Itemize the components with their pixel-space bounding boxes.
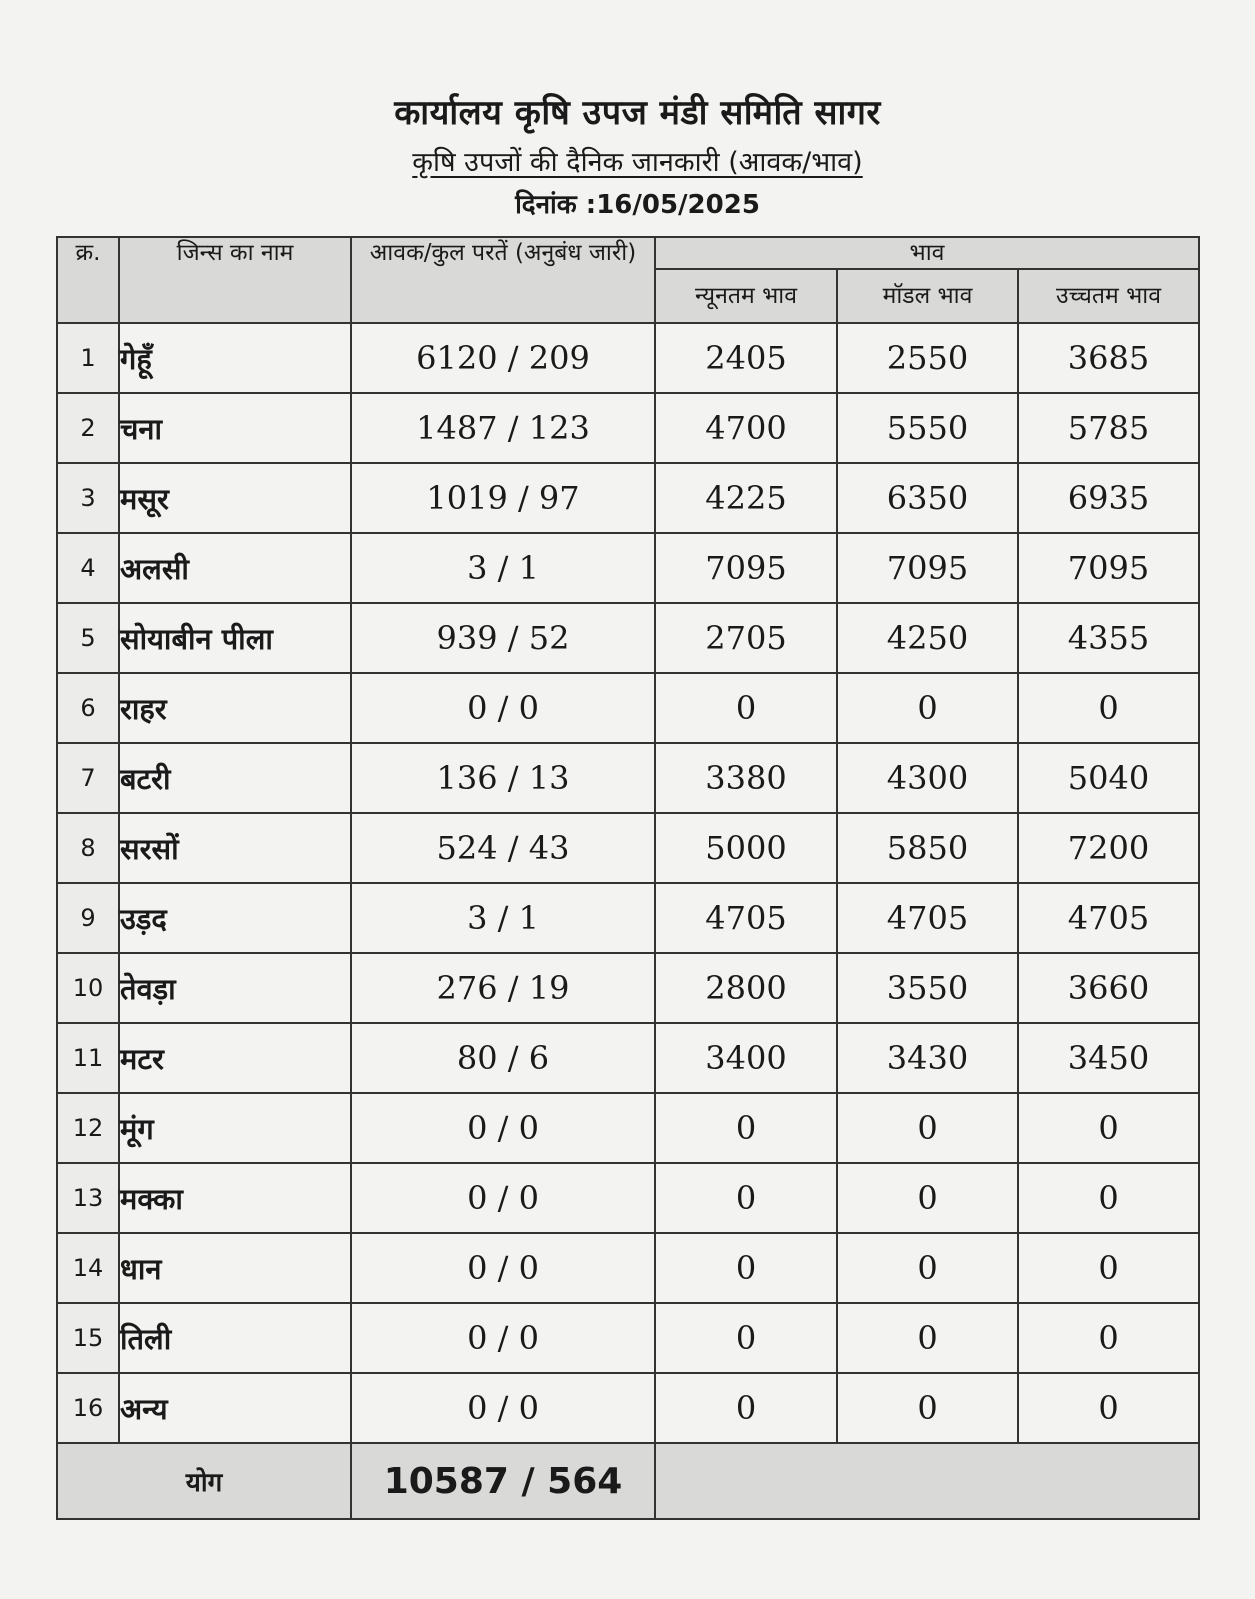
max-price-cell: 6935 <box>1018 463 1199 533</box>
table-row <box>57 813 1199 883</box>
table-row <box>57 1373 1199 1443</box>
modal-price-cell: 3430 <box>837 1023 1018 1093</box>
commodity-name-cell: अन्य <box>119 1373 351 1443</box>
min-price-cell: 2405 <box>655 323 837 393</box>
max-price-cell: 0 <box>1018 1233 1199 1303</box>
commodity-name-cell: सोयाबीन पीला <box>119 603 351 673</box>
max-price-cell: 0 <box>1018 673 1199 743</box>
header-price-group: भाव <box>655 237 1199 269</box>
serial-cell: 16 <box>57 1373 119 1443</box>
max-price-cell: 5785 <box>1018 393 1199 463</box>
max-price-cell: 0 <box>1018 1163 1199 1233</box>
serial-cell: 6 <box>57 673 119 743</box>
total-arrival: 10587 / 564 <box>351 1443 655 1519</box>
header-serial: क्र. <box>57 237 119 323</box>
serial-cell: 10 <box>57 953 119 1023</box>
max-price-cell: 0 <box>1018 1303 1199 1373</box>
table-row <box>57 393 1199 463</box>
serial-cell: 14 <box>57 1233 119 1303</box>
max-price-cell: 3450 <box>1018 1023 1199 1093</box>
report-subtitle: कृषि उपजों की दैनिक जानकारी (आवक/भाव) <box>412 147 863 178</box>
header-commodity-name: जिन्स का नाम <box>119 237 351 323</box>
arrival-cell: 0 / 0 <box>351 673 655 743</box>
min-price-cell: 0 <box>655 1163 837 1233</box>
serial-cell: 9 <box>57 883 119 953</box>
serial-cell: 4 <box>57 533 119 603</box>
min-price-cell: 2705 <box>655 603 837 673</box>
modal-price-cell: 0 <box>837 1233 1018 1303</box>
min-price-cell: 0 <box>655 1373 837 1443</box>
arrival-cell: 0 / 0 <box>351 1373 655 1443</box>
arrival-cell: 0 / 0 <box>351 1163 655 1233</box>
min-price-cell: 7095 <box>655 533 837 603</box>
arrival-cell: 524 / 43 <box>351 813 655 883</box>
min-price-cell: 0 <box>655 1093 837 1163</box>
serial-cell: 5 <box>57 603 119 673</box>
serial-cell: 8 <box>57 813 119 883</box>
commodity-name-cell: तेवड़ा <box>119 953 351 1023</box>
header-min-price: न्यूनतम भाव <box>655 269 837 323</box>
min-price-cell: 5000 <box>655 813 837 883</box>
arrival-cell: 0 / 0 <box>351 1093 655 1163</box>
modal-price-cell: 0 <box>837 1303 1018 1373</box>
arrival-cell: 3 / 1 <box>351 533 655 603</box>
max-price-cell: 0 <box>1018 1373 1199 1443</box>
table-row <box>57 1093 1199 1163</box>
total-label: योग <box>57 1443 351 1519</box>
modal-price-cell: 0 <box>837 1093 1018 1163</box>
arrival-cell: 80 / 6 <box>351 1023 655 1093</box>
commodity-name-cell: राहर <box>119 673 351 743</box>
serial-cell: 13 <box>57 1163 119 1233</box>
serial-cell: 3 <box>57 463 119 533</box>
min-price-cell: 4225 <box>655 463 837 533</box>
report-date: दिनांक :16/05/2025 <box>515 190 760 220</box>
serial-cell: 2 <box>57 393 119 463</box>
commodity-name-cell: मूंग <box>119 1093 351 1163</box>
serial-cell: 7 <box>57 743 119 813</box>
table-row <box>57 463 1199 533</box>
table-row <box>57 1303 1199 1373</box>
max-price-cell: 4705 <box>1018 883 1199 953</box>
arrival-cell: 3 / 1 <box>351 883 655 953</box>
min-price-cell: 3380 <box>655 743 837 813</box>
min-price-cell: 3400 <box>655 1023 837 1093</box>
table-row <box>57 1163 1199 1233</box>
modal-price-cell: 6350 <box>837 463 1018 533</box>
serial-cell: 1 <box>57 323 119 393</box>
header-arrival: आवक/कुल परतें (अनुबंध जारी) <box>351 237 655 323</box>
max-price-cell: 3685 <box>1018 323 1199 393</box>
table-row <box>57 1023 1199 1093</box>
table-body <box>57 323 1199 1443</box>
arrival-cell: 1019 / 97 <box>351 463 655 533</box>
commodity-name-cell: मटर <box>119 1023 351 1093</box>
commodity-name-cell: गेहूँ <box>119 323 351 393</box>
arrival-cell: 136 / 13 <box>351 743 655 813</box>
modal-price-cell: 0 <box>837 1373 1018 1443</box>
total-price-blank <box>655 1443 1199 1519</box>
total-row <box>57 1443 1199 1519</box>
modal-price-cell: 0 <box>837 673 1018 743</box>
header-max-price: उच्चतम भाव <box>1018 269 1199 323</box>
arrival-cell: 0 / 0 <box>351 1303 655 1373</box>
arrival-cell: 1487 / 123 <box>351 393 655 463</box>
commodity-name-cell: बटरी <box>119 743 351 813</box>
modal-price-cell: 3550 <box>837 953 1018 1023</box>
arrival-cell: 939 / 52 <box>351 603 655 673</box>
commodity-name-cell: चना <box>119 393 351 463</box>
max-price-cell: 7200 <box>1018 813 1199 883</box>
table-row <box>57 743 1199 813</box>
min-price-cell: 4705 <box>655 883 837 953</box>
office-title: कार्यालय कृषि उपज मंडी समिति सागर <box>394 93 881 133</box>
commodity-rates-table <box>56 236 1200 1520</box>
modal-price-cell: 0 <box>837 1163 1018 1233</box>
max-price-cell: 0 <box>1018 1093 1199 1163</box>
modal-price-cell: 4705 <box>837 883 1018 953</box>
arrival-cell: 0 / 0 <box>351 1233 655 1303</box>
table-row <box>57 603 1199 673</box>
min-price-cell: 2800 <box>655 953 837 1023</box>
commodity-name-cell: उड़द <box>119 883 351 953</box>
commodity-name-cell: सरसों <box>119 813 351 883</box>
modal-price-cell: 2550 <box>837 323 1018 393</box>
min-price-cell: 0 <box>655 1303 837 1373</box>
max-price-cell: 7095 <box>1018 533 1199 603</box>
serial-cell: 15 <box>57 1303 119 1373</box>
commodity-name-cell: मक्का <box>119 1163 351 1233</box>
commodity-name-cell: तिली <box>119 1303 351 1373</box>
min-price-cell: 0 <box>655 673 837 743</box>
table-row <box>57 883 1199 953</box>
modal-price-cell: 7095 <box>837 533 1018 603</box>
arrival-cell: 276 / 19 <box>351 953 655 1023</box>
max-price-cell: 5040 <box>1018 743 1199 813</box>
modal-price-cell: 5850 <box>837 813 1018 883</box>
serial-cell: 12 <box>57 1093 119 1163</box>
table-row <box>57 673 1199 743</box>
min-price-cell: 0 <box>655 1233 837 1303</box>
table-header-row <box>57 237 1199 269</box>
max-price-cell: 4355 <box>1018 603 1199 673</box>
min-price-cell: 4700 <box>655 393 837 463</box>
serial-cell: 11 <box>57 1023 119 1093</box>
arrival-cell: 6120 / 209 <box>351 323 655 393</box>
table-row <box>57 323 1199 393</box>
table-row <box>57 533 1199 603</box>
document-header <box>0 88 1255 221</box>
modal-price-cell: 5550 <box>837 393 1018 463</box>
max-price-cell: 3660 <box>1018 953 1199 1023</box>
table-row <box>57 1233 1199 1303</box>
commodity-name-cell: अलसी <box>119 533 351 603</box>
modal-price-cell: 4250 <box>837 603 1018 673</box>
commodity-name-cell: धान <box>119 1233 351 1303</box>
commodity-name-cell: मसूर <box>119 463 351 533</box>
header-modal-price: मॉडल भाव <box>837 269 1018 323</box>
table-row <box>57 953 1199 1023</box>
modal-price-cell: 4300 <box>837 743 1018 813</box>
